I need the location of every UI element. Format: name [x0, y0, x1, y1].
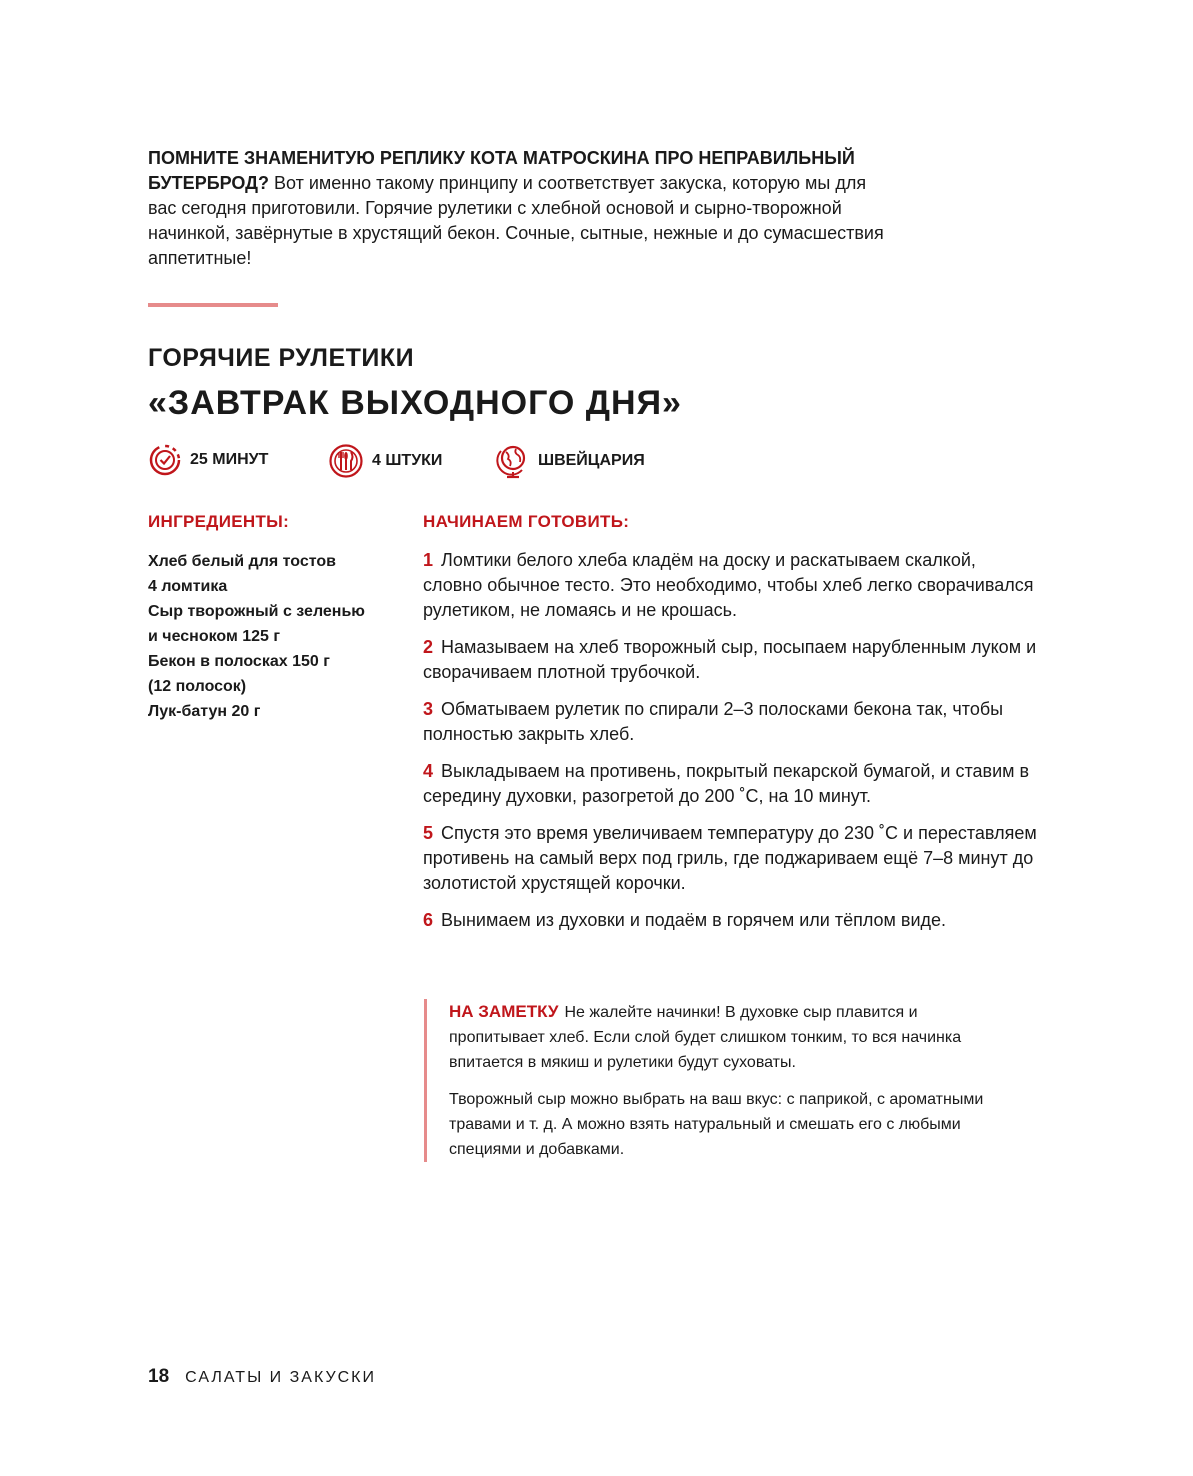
steps-heading: НАЧИНАЕМ ГОТОВИТЬ:: [423, 512, 630, 531]
step-number: 2: [423, 637, 434, 657]
ingredients-heading: ИНГРЕДИЕНТЫ:: [148, 512, 290, 531]
intro-paragraph: [148, 146, 898, 271]
step-item: [423, 759, 1038, 809]
globe-icon: [496, 443, 530, 479]
step-text: Намазываем на хлеб творожный сыр, посыпаем нарубленным луком и сворачиваем плотной трубочкой.: [423, 637, 1037, 682]
note-text-1: Не жалейте начинки! В духовке сыр плавится и пропитывает хлеб. Если слой будет слишком тонким, то вся начинка впитается в мякиш и рулетики будут суховаты.: [449, 1004, 962, 1071]
meta-servings: [328, 443, 442, 479]
step-text: Ломтики белого хлеба кладём на доску и раскатываем скалкой, словно обычное тесто. Это необходимо, чтобы хлеб легко сворачивался рулетиком, не ломаясь и не крошась.: [423, 550, 1034, 620]
meta-time: [148, 443, 268, 477]
intro-body: Вот именно такому принципу и соответствует закуска, которую мы для вас сегодня приготовили. Горячие рулетики с хлебной основой и сырно-творожной начинкой, завёрнутые в хрустящий бекон. Сочные, сытные, нежные и до сумасшествия аппетитные!: [148, 173, 884, 268]
step-item: [423, 821, 1038, 896]
meta-cuisine-label: ШВЕЙЦАРИЯ: [538, 452, 645, 469]
note-paragraph-1: [449, 999, 1009, 1075]
recipe-title-line2: «ЗАВТРАК ВЫХОДНОГО ДНЯ»: [148, 384, 682, 422]
step-item: [423, 697, 1038, 747]
step-number: 6: [423, 910, 434, 930]
step-item: [423, 908, 1038, 933]
ingredient-line: Сыр творожный с зеленью: [148, 603, 365, 620]
step-text: Выкладываем на противень, покрытый пекарской бумагой, и ставим в середину духовки, разогретой до 200 ˚С, на 10 минут.: [423, 761, 1030, 806]
page-footer: [148, 1366, 376, 1388]
clock-icon: [148, 443, 182, 477]
recipe-title-line1: ГОРЯЧИЕ РУЛЕТИКИ: [148, 344, 415, 372]
ingredient-line: (12 полосок): [148, 678, 247, 695]
divider: [148, 303, 278, 307]
meta-cuisine: [496, 443, 645, 479]
note-heading: НА ЗАМЕТКУ: [449, 1002, 559, 1021]
step-text: Обматываем рулетик по спирали 2–3 полосками бекона так, чтобы полностью закрыть хлеб.: [423, 699, 1004, 744]
ingredient-line: Хлеб белый для тостов: [148, 553, 336, 570]
page-number: 18: [148, 1366, 170, 1387]
step-text: Спустя это время увеличиваем температуру до 230 ˚С и переставляем противень на самый верх под гриль, где поджариваем ещё 7–8 минут до золотистой хрустящей корочки.: [423, 823, 1037, 893]
ingredient-line: 4 ломтика: [148, 578, 228, 595]
note-paragraph-2: Творожный сыр можно выбрать на ваш вкус: с паприкой, с ароматными травами и т. д. А можно взять натуральный и смешать его с любыми специями и добавками.: [449, 1091, 984, 1158]
step-item: [423, 548, 1038, 623]
step-item: [423, 635, 1038, 685]
meta-time-label: 25 МИНУТ: [190, 451, 269, 468]
step-number: 1: [423, 550, 434, 570]
step-number: 4: [423, 761, 434, 781]
intro-lead: ПОМНИТЕ ЗНАМЕНИТУЮ РЕПЛИКУ КОТА МАТРОСКИНА ПРО НЕПРАВИЛЬНЫЙ БУТЕРБРОД?: [148, 148, 855, 193]
meta-servings-label: 4 ШТУКИ: [372, 452, 443, 469]
step-number: 3: [423, 699, 434, 719]
section-name: САЛАТЫ И ЗАКУСКИ: [185, 1369, 376, 1386]
ingredient-line: и чесноком 125 г: [148, 628, 281, 645]
note-box: [424, 999, 1009, 1162]
plate-cutlery-icon: [328, 443, 364, 479]
step-text: Вынимаем из духовки и подаём в горячем или тёплом виде.: [441, 910, 947, 930]
steps-list: [423, 548, 1038, 945]
ingredient-line: Бекон в полосках 150 г: [148, 653, 330, 670]
ingredients-list: [148, 549, 398, 724]
ingredient-line: Лук-батун 20 г: [148, 703, 261, 720]
step-number: 5: [423, 823, 434, 843]
